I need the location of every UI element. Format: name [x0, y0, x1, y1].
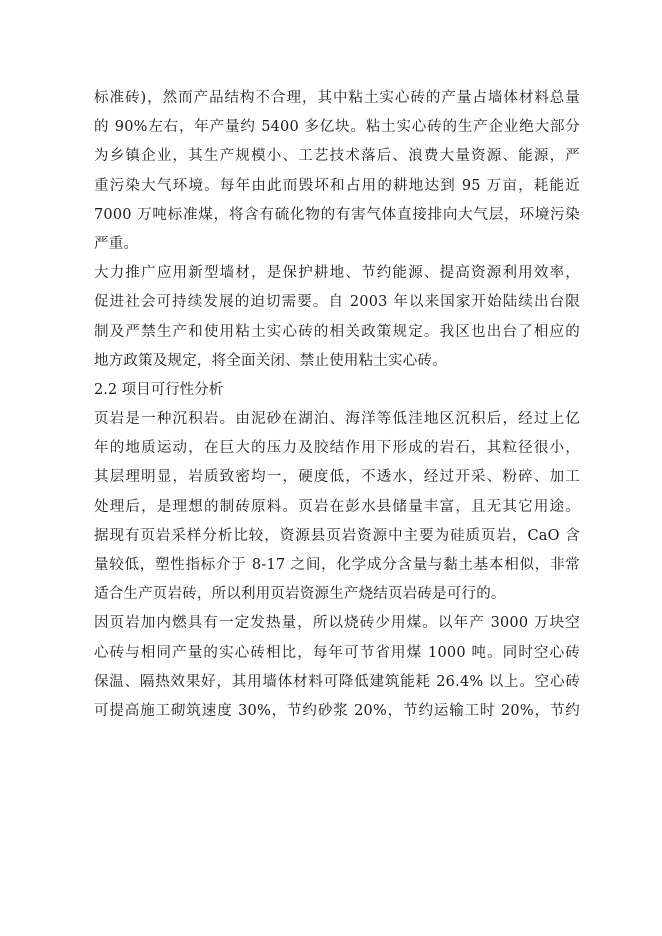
paragraph — [94, 405, 580, 609]
text-line: 标准砖)，然而产品结构不合理，其中粘土实心砖的产量占墙体材料总量 — [94, 90, 580, 106]
text-line: 制及严禁生产和使用粘土实心砖的相关政策规定。我区也出台了相应的 — [94, 323, 580, 340]
text-line: 其层理明显，岩质致密均一，硬度低，不透水，经过开采、粉碎、加工 — [94, 469, 580, 486]
document-body — [94, 84, 580, 726]
paragraph — [94, 259, 580, 376]
paragraph — [94, 609, 580, 726]
paragraph — [94, 84, 580, 259]
text-line: 促进社会可持续发展的迫切需要。自 2003 年以来国家开始陆续出台限 — [94, 294, 580, 311]
text-line: 为乡镇企业，其生产规模小、工艺技术落后、浪费大量资源、能源，严 — [94, 148, 580, 165]
text-line: 因页岩加内燃具有一定发热量，所以烧砖少用煤。以年产 3000 万块空 — [94, 615, 580, 632]
section-heading: 2.2 项目可行性分析 — [94, 381, 224, 398]
text-line: 可提高施工砌筑速度 30%，节约砂浆 20%，节约运输工时 20%，节约 — [94, 702, 580, 719]
text-line: 据现有页岩采样分析比较，资源县页岩资源中主要为硅质页岩，CaO 含 — [94, 527, 580, 544]
text-line: 7000 万吨标准煤，将含有硫化物的有害气体直接排向大气层，环境污染 — [94, 206, 580, 223]
text-line: 地方政策及规定，将全面关闭、禁止使用粘土实心砖。 — [94, 352, 447, 369]
text-line: 处理后，是理想的制砖原料。页岩在彭水县储量丰富，且无其它用途。 — [94, 498, 580, 515]
text-line: 重污染大气环境。每年由此而毁坏和占用的耕地达到 95 万亩，耗能近 — [94, 177, 580, 194]
text-line: 适合生产页岩砖，所以利用页岩资源生产烧结页岩砖是可行的。 — [94, 586, 506, 603]
text-line: 页岩是一种沉积岩。由泥砂在湖泊、海洋等低洼地区沉积后，经过上亿 — [94, 411, 580, 428]
text-line: 严重。 — [94, 235, 139, 252]
text-line: 心砖与相同产量的实心砖相比，每年可节省用煤 1000 吨。同时空心砖 — [94, 644, 580, 661]
text-line: 大力推广应用新型墙材，是保护耕地、节约能源、提高资源利用效率， — [94, 265, 580, 282]
text-line: 的 90%左右，年产量约 5400 多亿块。粘土实心砖的生产企业绝大部分 — [94, 119, 580, 136]
text-line: 量较低，塑性指标介于 8-17 之间，化学成分含量与黏土基本相似，非常 — [94, 557, 580, 573]
text-line: 年的地质运动，在巨大的压力及胶结作用下形成的岩石，其粒径很小， — [94, 440, 580, 457]
text-line: 保温、隔热效果好，其用墙体材料可降低建筑能耗 26.4% 以上。空心砖 — [94, 673, 580, 690]
